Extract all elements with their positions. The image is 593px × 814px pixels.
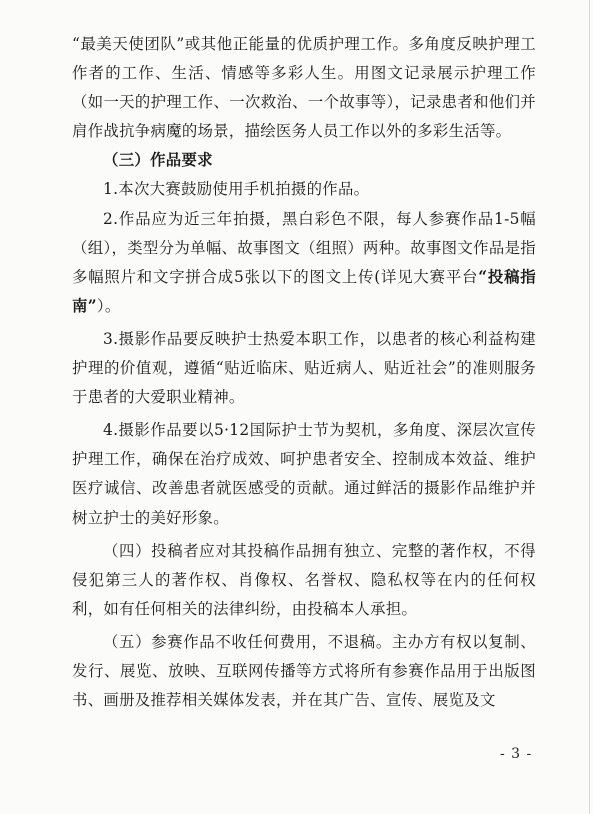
section-copyright: （四）投稿者应对其投稿作品拥有独立、完整的著作权，不得侵犯第三人的著作权、肖像权、名誉权、隐私权等在内的任何权利，如有任何相关的法律纠纷，由投稿本人承担。 <box>72 541 536 618</box>
requirement-item-2-text: 2.作品应为近三年拍摄，黑白彩色不限，每人参赛作品1-5幅（组），类型分为单幅、故事图文（组照）两种。故事图文作品是指多幅照片和文字拼合成5张以下的图文上传(详见大赛平台 <box>72 209 536 286</box>
submission-guide-emphasis: “投稿指南” <box>72 267 536 315</box>
document-body <box>72 30 536 715</box>
requirement-item-2-end: ）。 <box>96 296 121 315</box>
requirement-item-4: 4.摄影作品要以5·12国际护士节为契机，多角度、深层次宣传护理工作，确保在治疗成效、呵护患者安全、控制成本效益、维护医疗诚信、改善患者就医感受的贡献。通过鲜活的摄影作品维护并树立护士的美好形象。 <box>72 421 536 527</box>
requirement-item-1: 1.本次大赛鼓励使用手机拍摄的作品。 <box>103 180 370 199</box>
page-number: - 3 - <box>500 746 533 762</box>
section-heading-requirements: （三）作品要求 <box>103 151 213 170</box>
page-edge-divider <box>589 0 590 814</box>
section-fees: （五）参赛作品不收任何费用，不退稿。主办方有权以复制、发行、展览、放映、互联网传播等方式将所有参赛作品用于出版图书、画册及推荐相关媒体发表，并在其广告、宣传、展览及文 <box>72 632 536 710</box>
requirement-item-2 <box>72 205 536 321</box>
intro-paragraph: “最美天使团队”或其他正能量的优质护理工作。多角度反映护理工作者的工作、生活、情感等多彩人生。用图文记录展示护理工作（如一天的护理工作、一次救治、一个故事等），记录患者和他们并肩作战抗争病魔的场景，描绘医务人员工作以外的多彩生活等。 <box>72 35 536 141</box>
requirement-item-3: 3.摄影作品要反映护士热爱本职工作，以患者的核心利益构建护理的价值观，遵循“贴近临床、贴近病人、贴近社会”的准则服务于患者的大爱职业精神。 <box>72 329 536 407</box>
